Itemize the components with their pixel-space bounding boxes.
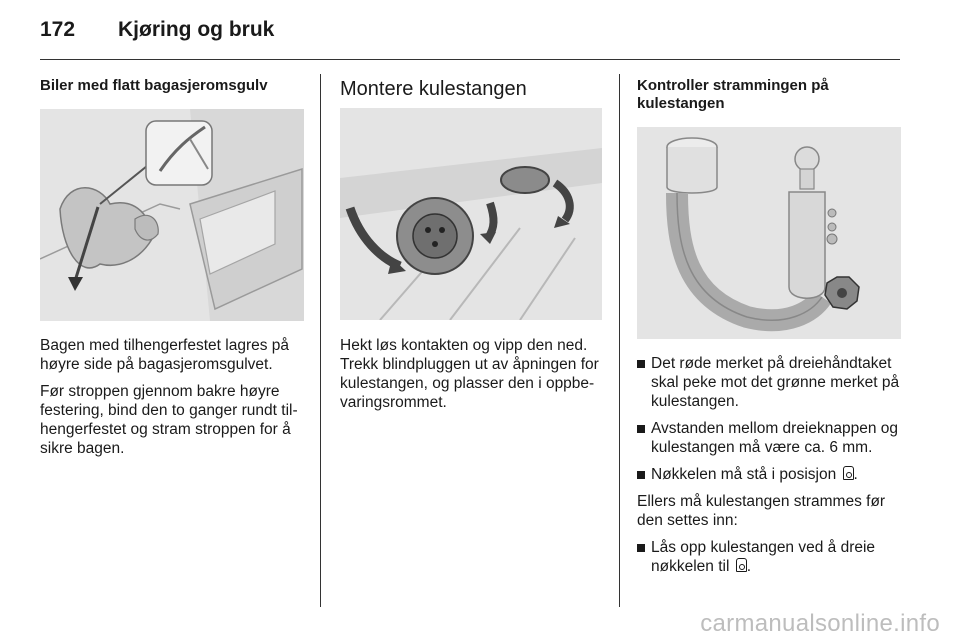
- towbar-illustration: [637, 127, 901, 339]
- bullet-square-icon: [637, 544, 645, 552]
- check-list: [637, 354, 901, 484]
- heading-check-tension: Kontroller strammingen på kulestangen: [637, 77, 829, 112]
- column-left: [40, 72, 304, 466]
- column-divider-1: [320, 74, 321, 607]
- bullet-square-icon: [637, 425, 645, 433]
- list-item: Nøkkelen må stå i posisjon .: [637, 465, 901, 484]
- unlock-list: [637, 538, 901, 576]
- page-number: 172: [40, 18, 76, 41]
- list-item: Avstanden mellom dreieknappen og kulestangen må være ca. 6 mm.: [637, 419, 901, 457]
- figure-towbar-socket: [340, 108, 602, 320]
- heading-flat-floor: Biler med flatt bagasjeromsgulv: [40, 77, 268, 94]
- list-item: Lås opp kulestangen ved å dreie nøkkelen til .: [637, 538, 901, 576]
- heading-mount-towbar: Montere kulestangen: [340, 78, 527, 100]
- column-divider-2: [619, 74, 620, 607]
- paragraph-otherwise: Ellers må kulestangen strammes før den settes inn:: [637, 493, 886, 529]
- lock-position-icon: [736, 558, 747, 572]
- figure-towbar: [637, 127, 901, 339]
- figure-trunk-bag: [40, 109, 304, 321]
- paragraph-bag-storage: Bagen med tilhengerfestet lagres på høyre side på bagasjeromsgulvet.: [40, 337, 290, 373]
- towbar-socket-illustration: [340, 108, 602, 320]
- paragraph-strap-instruction: Før stroppen gjennom bakre høyre festering, bind den to ganger rundt til-hengerfestet og stram stroppen for å sikre bagen.: [40, 383, 298, 457]
- watermark: carmanualsonline.info: [700, 610, 940, 637]
- column-middle: [340, 72, 602, 420]
- trunk-bag-illustration: [40, 109, 304, 321]
- bullet-square-icon: [637, 471, 645, 479]
- list-item: Det røde merket på dreiehåndtaket skal peke mot det grønne merket på kulestangen.: [637, 354, 901, 411]
- paragraph-plug-instruction: Hekt løs kontakten og vipp den ned. Trekk blindpluggen ut av åpningen for kulestangen, og plasser den i oppbe-varingsrommet.: [340, 337, 599, 411]
- column-right: [637, 72, 901, 584]
- lock-position-icon: [843, 466, 854, 480]
- section-title: Kjøring og bruk: [118, 18, 275, 41]
- header-rule: [40, 59, 900, 60]
- bullet-square-icon: [637, 360, 645, 368]
